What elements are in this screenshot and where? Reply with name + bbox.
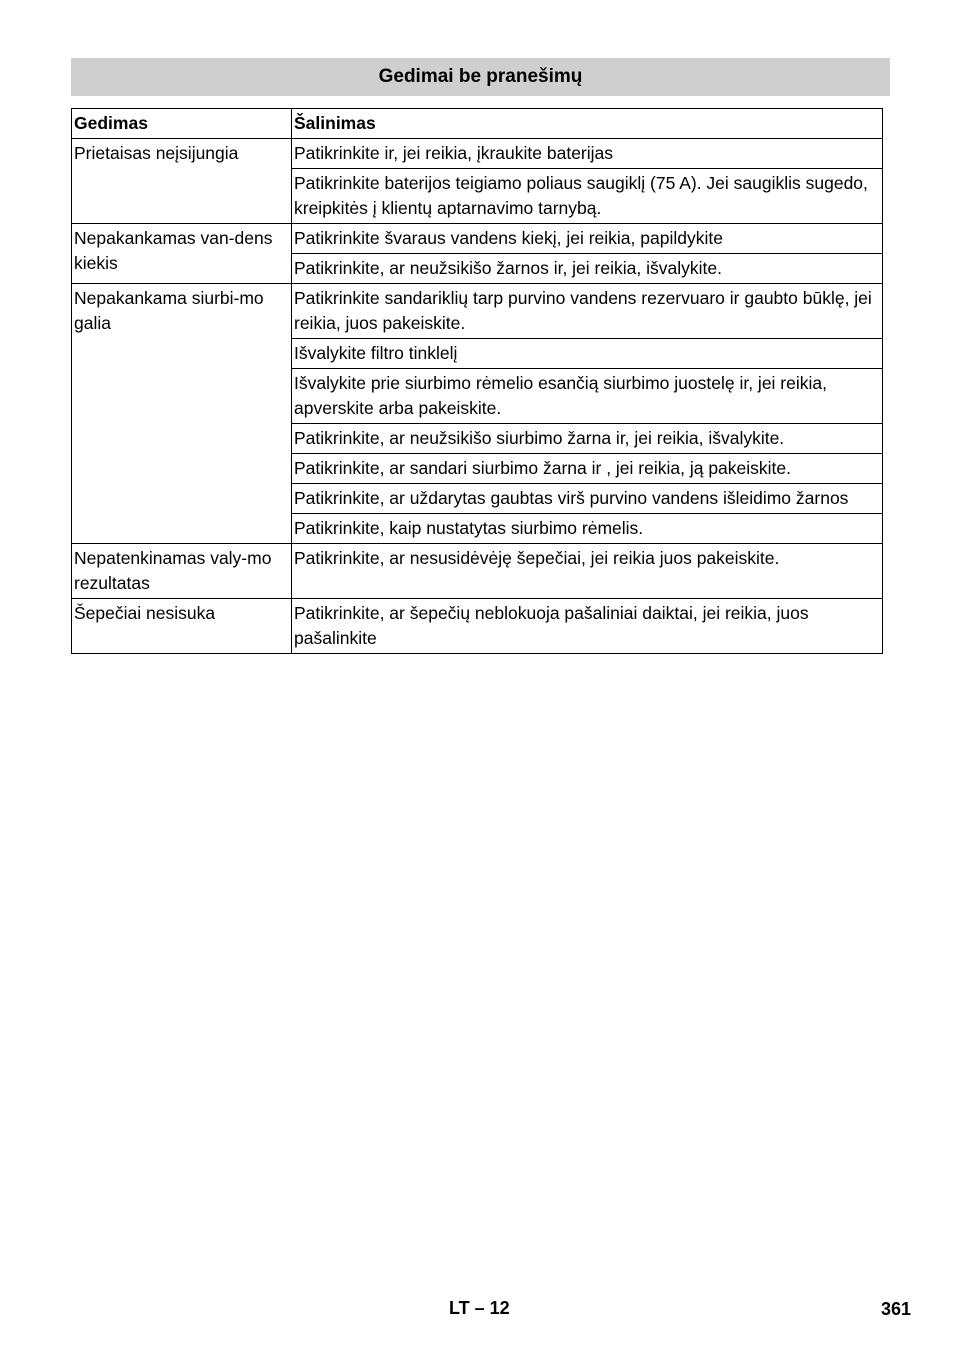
- fault-cell: Nepatenkinamas valy-mo rezultatas: [72, 544, 292, 599]
- table-row: [72, 599, 883, 654]
- remedy-cell: Patikrinkite, ar neužsikišo žarnos ir, jei reikia, išvalykite.: [292, 254, 883, 284]
- section-title: Gedimai be pranešimų: [71, 58, 890, 96]
- table-row: [72, 284, 883, 339]
- remedy-cell: Patikrinkite ir, jei reikia, įkraukite baterijas: [292, 139, 883, 169]
- remedy-cell: Patikrinkite, ar sandari siurbimo žarna ir , jei reikia, ją pakeiskite.: [292, 454, 883, 484]
- page-number: 361: [880, 1299, 911, 1319]
- fault-table: [71, 108, 883, 654]
- table-row: [72, 544, 883, 599]
- table-row: [72, 224, 883, 254]
- remedy-cell: Išvalykite filtro tinklelį: [292, 339, 883, 369]
- column-header-remedy: Šalinimas: [292, 109, 883, 139]
- remedy-cell: Patikrinkite švaraus vandens kiekį, jei reikia, papildykite: [292, 224, 883, 254]
- remedy-cell: Išvalykite prie siurbimo rėmelio esančią siurbimo juostelę ir, jei reikia, apverskite arba pakeiskite.: [292, 369, 883, 424]
- fault-cell: Nepakankamas van-dens kiekis: [72, 224, 292, 284]
- fault-cell: Prietaisas neįsijungia: [72, 139, 292, 224]
- fault-cell: Nepakankama siurbi-mo galia: [72, 284, 292, 544]
- remedy-cell: Patikrinkite sandariklių tarp purvino vandens rezervuaro ir gaubto būklę, jei reikia, juos pakeiskite.: [292, 284, 883, 339]
- column-header-fault: Gedimas: [72, 109, 292, 139]
- remedy-cell: Patikrinkite, ar nesusidėvėję šepečiai, jei reikia juos pakeiskite.: [292, 544, 883, 599]
- remedy-cell: Patikrinkite, ar uždarytas gaubtas virš purvino vandens išleidimo žarnos: [292, 484, 883, 514]
- remedy-cell: Patikrinkite, kaip nustatytas siurbimo rėmelis.: [292, 514, 883, 544]
- fault-cell: Šepečiai nesisuka: [72, 599, 292, 654]
- remedy-cell: Patikrinkite, ar neužsikišo siurbimo žarna ir, jei reikia, išvalykite.: [292, 424, 883, 454]
- footer-language-page: LT – 12: [449, 1298, 510, 1318]
- remedy-cell: Patikrinkite, ar šepečių neblokuoja pašaliniai daiktai, jei reikia, juos pašalinkite: [292, 599, 883, 654]
- remedy-cell: Patikrinkite baterijos teigiamo poliaus saugiklį (75 A). Jei saugiklis sugedo, kreipkitės į klientų aptarnavimo tarnybą.: [292, 169, 883, 224]
- table-row: [72, 139, 883, 169]
- table-header-row: [72, 109, 883, 139]
